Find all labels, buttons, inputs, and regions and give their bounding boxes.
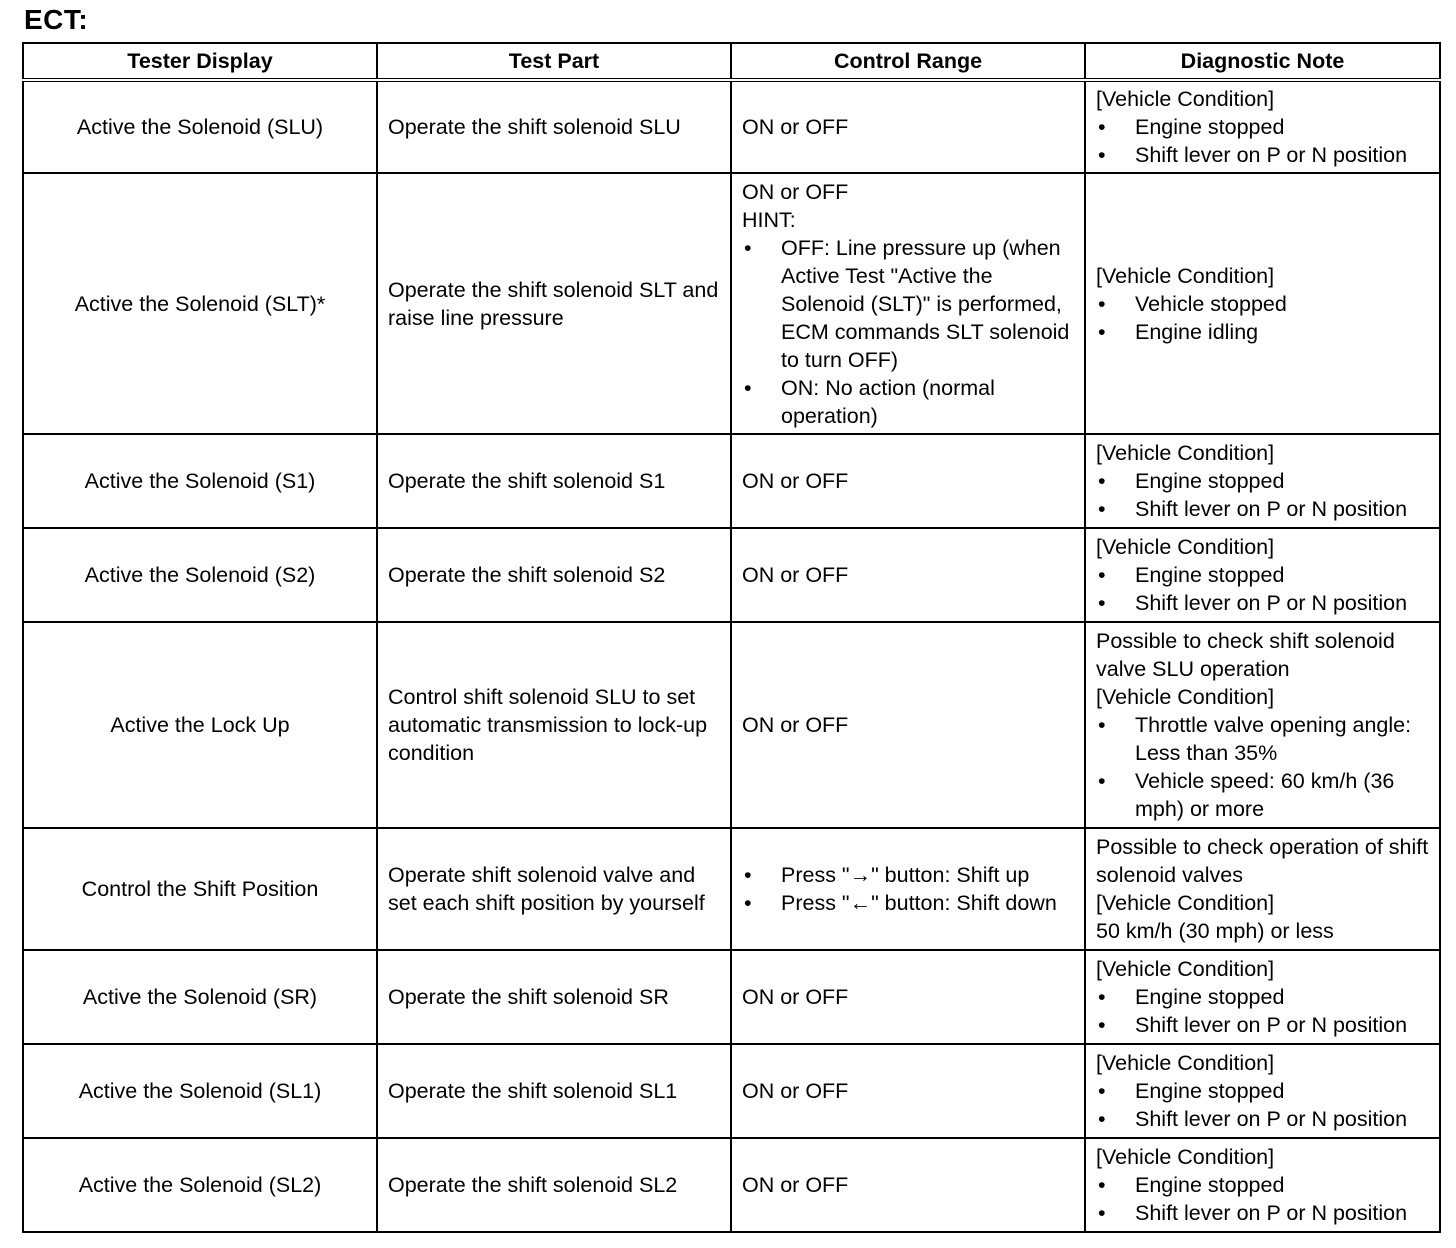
table-row <box>23 1044 1440 1138</box>
text-line: ON or OFF <box>742 1079 849 1103</box>
bullet-item: • Shift lever on P or N position <box>1096 1011 1429 1039</box>
table-row <box>23 528 1440 622</box>
text-line: [Vehicle Condition] <box>1096 87 1275 111</box>
bullet-item: • OFF: Line pressure up (when Active Test "Active the Solenoid (SLT)" is performed, ECM commands SLT solenoid to turn OFF) <box>742 234 1074 374</box>
cell-tester-display: Control the Shift Position <box>23 828 377 950</box>
cell-test-part: Operate the shift solenoid SL2 <box>377 1138 731 1232</box>
text-line: ON or OFF <box>742 985 849 1009</box>
text-line: ON or OFF <box>742 115 849 139</box>
text-line: [Vehicle Condition] <box>1096 441 1275 465</box>
cell-test-part: Operate the shift solenoid SR <box>377 950 731 1044</box>
bullet-item: • Engine stopped <box>1096 113 1429 141</box>
text-line: ON or OFF <box>742 563 849 587</box>
table-row <box>23 950 1440 1044</box>
text-line: [Vehicle Condition] <box>1096 1051 1275 1075</box>
table-row <box>23 434 1440 528</box>
cell-diagnostic-note <box>1085 950 1440 1044</box>
cell-diagnostic-note <box>1085 1044 1440 1138</box>
text-line: ON or OFF <box>742 179 849 204</box>
bullet-item: • Engine stopped <box>1096 983 1429 1011</box>
cell-diagnostic-note <box>1085 1138 1440 1232</box>
text-line: [Vehicle Condition] <box>1096 957 1275 981</box>
cell-control-range <box>731 828 1085 950</box>
table-row <box>23 828 1440 950</box>
cell-test-part: Operate shift solenoid valve and set each shift position by yourself <box>377 828 731 950</box>
cell-test-part: Operate the shift solenoid SLU <box>377 80 731 173</box>
table-row <box>23 173 1440 434</box>
cell-control-range <box>731 950 1085 1044</box>
bullet-item: • Press "←" button: Shift down <box>742 889 1074 917</box>
cell-control-range <box>731 1138 1085 1232</box>
header-tester-display: Tester Display <box>23 43 377 80</box>
cell-test-part: Operate the shift solenoid S1 <box>377 434 731 528</box>
header-control-range: Control Range <box>731 43 1085 80</box>
cell-control-range <box>731 1044 1085 1138</box>
page-title: ECT: <box>24 4 89 35</box>
text-line: HINT: <box>742 207 796 232</box>
bullet-item: • Shift lever on P or N position <box>1096 141 1429 169</box>
bullet-item: • Vehicle stopped <box>1096 290 1429 318</box>
cell-control-range <box>731 434 1085 528</box>
table-row <box>23 1138 1440 1232</box>
bullet-item: • Vehicle speed: 60 km/h (36 mph) or more <box>1096 767 1429 823</box>
text-line: [Vehicle Condition] <box>1096 685 1275 709</box>
text-line: ON or OFF <box>742 1173 849 1197</box>
cell-diagnostic-note <box>1085 828 1440 950</box>
cell-tester-display: Active the Solenoid (SL2) <box>23 1138 377 1232</box>
table-row <box>23 80 1440 173</box>
bullet-item: • Shift lever on P or N position <box>1096 589 1429 617</box>
cell-control-range <box>731 528 1085 622</box>
cell-tester-display: Active the Solenoid (SLT)* <box>23 173 377 434</box>
table-row <box>23 622 1440 828</box>
text-line: ON or OFF <box>742 713 849 737</box>
text-line: [Vehicle Condition] <box>1096 263 1275 288</box>
cell-control-range <box>731 80 1085 173</box>
text-line: [Vehicle Condition] <box>1096 1145 1275 1169</box>
cell-test-part: Operate the shift solenoid S2 <box>377 528 731 622</box>
cell-tester-display: Active the Solenoid (S1) <box>23 434 377 528</box>
bullet-item: • Press "→" button: Shift up <box>742 861 1074 889</box>
bullet-item: • Engine stopped <box>1096 1171 1429 1199</box>
bullet-item: • Engine stopped <box>1096 467 1429 495</box>
cell-tester-display: Active the Solenoid (SLU) <box>23 80 377 173</box>
cell-control-range <box>731 173 1085 434</box>
cell-diagnostic-note <box>1085 80 1440 173</box>
text-line: 50 km/h (30 mph) or less <box>1096 919 1334 943</box>
bullet-item: • Engine idling <box>1096 318 1429 346</box>
cell-diagnostic-note <box>1085 528 1440 622</box>
cell-diagnostic-note <box>1085 434 1440 528</box>
cell-tester-display: Active the Solenoid (SR) <box>23 950 377 1044</box>
text-line: [Vehicle Condition] <box>1096 535 1275 559</box>
cell-diagnostic-note <box>1085 622 1440 828</box>
text-line: [Vehicle Condition] <box>1096 891 1275 915</box>
cell-test-part: Operate the shift solenoid SLT and raise line pressure <box>377 173 731 434</box>
cell-test-part: Control shift solenoid SLU to set automatic transmission to lock-up condition <box>377 622 731 828</box>
table-body <box>23 80 1440 1232</box>
cell-tester-display: Active the Lock Up <box>23 622 377 828</box>
cell-tester-display: Active the Solenoid (S2) <box>23 528 377 622</box>
table-header-row <box>23 43 1440 80</box>
ect-active-test-table <box>22 42 1441 1233</box>
cell-control-range <box>731 622 1085 828</box>
text-line: Possible to check shift solenoid valve SLU operation <box>1096 629 1395 681</box>
bullet-item: • Shift lever on P or N position <box>1096 1199 1429 1227</box>
cell-tester-display: Active the Solenoid (SL1) <box>23 1044 377 1138</box>
text-line: Possible to check operation of shift solenoid valves <box>1096 835 1429 887</box>
bullet-item: • Throttle valve opening angle: Less than 35% <box>1096 711 1429 767</box>
bullet-item: • ON: No action (normal operation) <box>742 374 1074 430</box>
bullet-item: • Engine stopped <box>1096 561 1429 589</box>
bullet-item: • Shift lever on P or N position <box>1096 495 1429 523</box>
cell-test-part: Operate the shift solenoid SL1 <box>377 1044 731 1138</box>
header-test-part: Test Part <box>377 43 731 80</box>
header-diagnostic-note: Diagnostic Note <box>1085 43 1440 80</box>
bullet-item: • Shift lever on P or N position <box>1096 1105 1429 1133</box>
bullet-item: • Engine stopped <box>1096 1077 1429 1105</box>
text-line: ON or OFF <box>742 469 849 493</box>
cell-diagnostic-note <box>1085 173 1440 434</box>
